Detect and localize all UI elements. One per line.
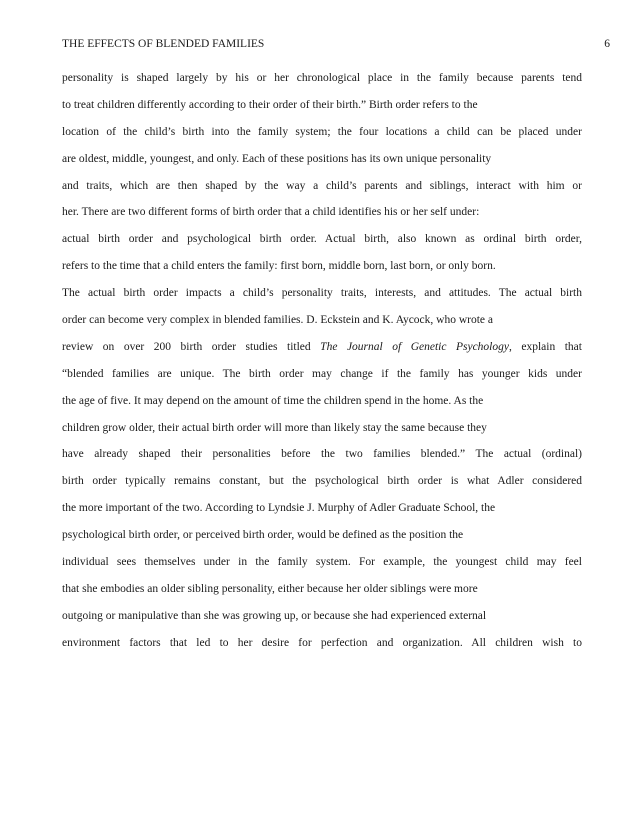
- text-line: and traits, which are then shaped by the way a child’s parents and siblings, interact with him or: [62, 179, 582, 192]
- text-line: that she embodies an older sibling personality, either because her older siblings were more: [62, 582, 478, 595]
- body-text: [62, 70, 582, 662]
- text-segment: , explain that: [508, 340, 582, 353]
- text-segment: review on over 200 birth order studies titled: [62, 340, 321, 353]
- text-line: personality is shaped largely by his or her chronological place in the family because parents tend: [62, 72, 582, 84]
- text-line: actual birth order and psychological birth order. Actual birth, also known as ordinal birth order,: [62, 233, 582, 246]
- text-line: her. There are two different forms of birth order that a child identifies his or her self under:: [62, 206, 480, 219]
- text-line: the age of five. It may depend on the amount of time the children spend in the home. As the: [62, 394, 484, 407]
- page-number: 6: [604, 38, 610, 50]
- text-line: individual sees themselves under in the family system. For example, the youngest child may feel: [62, 556, 582, 569]
- text-line: psychological birth order, or perceived birth order, would be defined as the position the: [62, 529, 464, 542]
- text-line: outgoing or manipulative than she was growing up, or because she had experienced external: [62, 609, 487, 622]
- text-line: are oldest, middle, youngest, and only. Each of these positions has its own unique personality: [62, 152, 492, 165]
- journal-title: The Journal of Genetic Psychology: [320, 340, 509, 353]
- page-header: [62, 36, 610, 52]
- text-line: location of the child’s birth into the family system; the four locations a child can be placed under: [62, 125, 582, 138]
- text-line: environment factors that led to her desire for perfection and organization. All children wish to: [62, 636, 582, 649]
- text-line-with-title: [62, 339, 582, 366]
- text-line: The actual birth order impacts a child’s personality traits, interests, and attitudes. The actual birth: [62, 287, 582, 300]
- text-line: “blended families are unique. The birth order may change if the family has younger kids under: [62, 367, 582, 380]
- text-line: order can become very complex in blended families. D. Eckstein and K. Aycock, who wrote a: [62, 314, 494, 327]
- text-line: the more important of the two. According to Lyndsie J. Murphy of Adler Graduate School, the: [62, 502, 496, 515]
- text-line: to treat children differently according to their order of their birth.” Birth order refers to the: [62, 98, 478, 111]
- text-line: have already shaped their personalities before the two families blended.” The actual (ordinal): [62, 448, 582, 461]
- text-line: birth order typically remains constant, but the psychological birth order is what Adler considered: [62, 475, 582, 488]
- running-head: THE EFFECTS OF BLENDED FAMILIES: [62, 38, 265, 50]
- text-line: children grow older, their actual birth order will more than likely stay the same because they: [62, 421, 487, 434]
- text-line: refers to the time that a child enters the family: first born, middle born, last born, or only born.: [62, 260, 496, 273]
